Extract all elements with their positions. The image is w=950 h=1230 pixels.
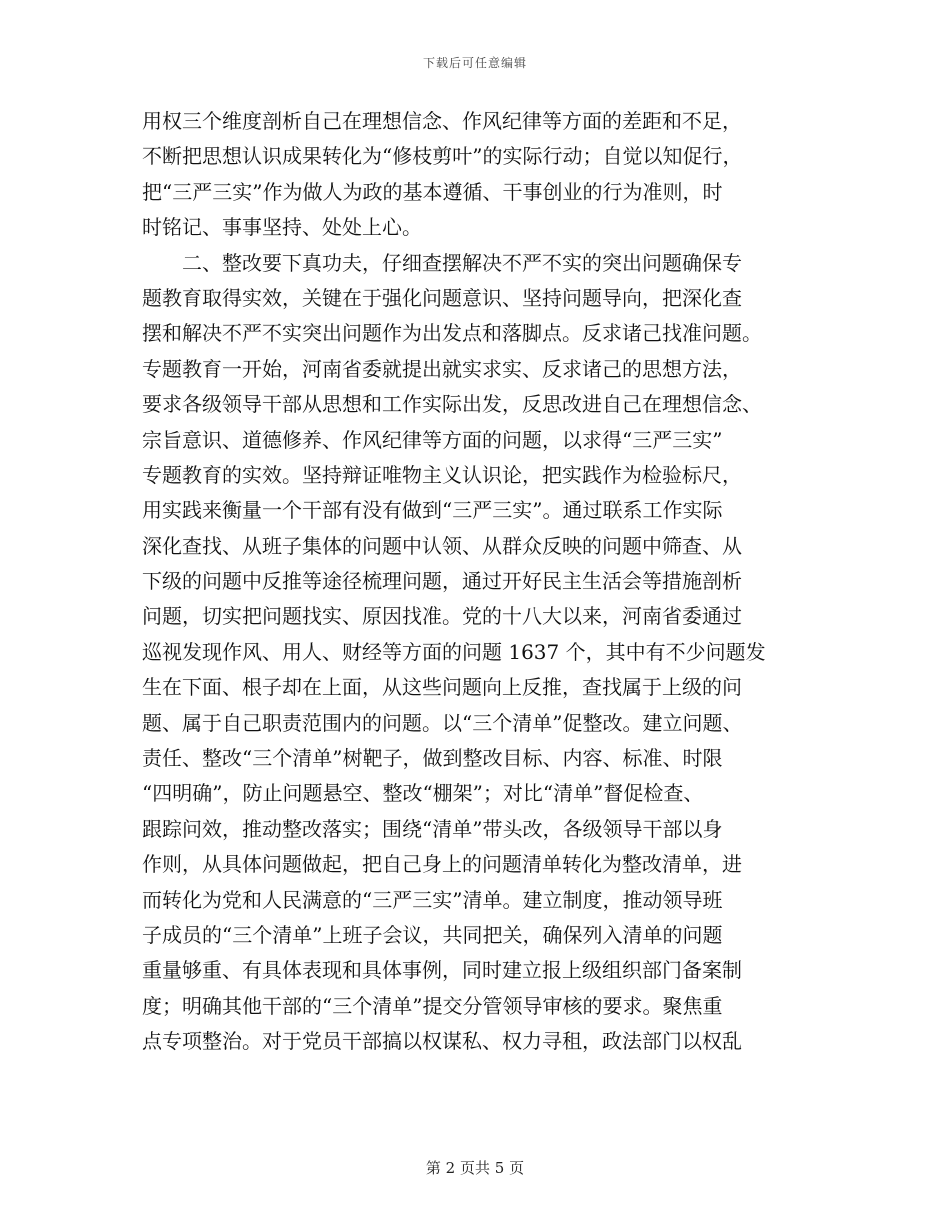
text-line: 题、属于自己职责范围内的问题。以“三个清单”促整改。建立问题、 <box>142 710 743 735</box>
text-line: 作则，从具体问题做起，把自己身上的问题清单转化为整改清单，进 <box>142 852 742 877</box>
text-line: 专题教育一开始，河南省委就提出就实求实、反求诸己的思想方法， <box>142 356 742 381</box>
text-line: 宗旨意识、道德修养、作风纪律等方面的问题，以求得“三严三实” <box>142 427 723 452</box>
text-line: 摆和解决不严不实突出问题作为出发点和落脚点。反求诸己找准问题。 <box>142 321 762 346</box>
text-line: 专题教育的实效。坚持辩证唯物主义认识论，把实践作为检验标尺， <box>142 462 742 487</box>
text-line: 跟踪问效，推动整改落实；围绕“清单”带头改，各级领导干部以身 <box>142 816 723 841</box>
text-line: 重量够重、有具体表现和具体事例，同时建立报上级组织部门备案制 <box>142 958 742 983</box>
text-line: 度；明确其他干部的“三个清单”提交分管领导审核的要求。聚焦重 <box>142 993 723 1018</box>
text-line: 不断把思想认识成果转化为“修枝剪叶”的实际行动；自觉以知促行， <box>142 144 743 169</box>
text-line: 下级的问题中反推等途径梳理问题，通过开好民主生活会等措施剖析 <box>142 569 742 594</box>
text-line: 巡视发现作风、用人、财经等方面的问题 1637 个，其中有不少问题发 <box>142 639 766 664</box>
text-line: 时铭记、事事坚持、处处上心。 <box>142 215 422 240</box>
text-line: 把“三严三实”作为做人为政的基本遵循、干事创业的行为准则，时 <box>142 179 723 204</box>
text-line: “四明确”，防止问题悬空、整改“棚架”；对比“清单”督促检查、 <box>142 781 704 806</box>
text-line: 子成员的“三个清单”上班子会议，共同把关，确保列入清单的问题 <box>142 922 723 947</box>
page-number: 第 2 页共 5 页 <box>425 1159 525 1177</box>
document-body <box>142 104 810 1060</box>
text-line: 点专项整治。对于党员干部搞以权谋私、权力寻租，政法部门以权乱 <box>142 1029 742 1054</box>
text-line: 而转化为党和人民满意的“三严三实”清单。建立制度，推动领导班 <box>142 887 723 912</box>
text-line: 深化查找、从班子集体的问题中认领、从群众反映的问题中筛查、从 <box>142 533 742 558</box>
text-line: 用权三个维度剖析自己在理想信念、作风纪律等方面的差距和不足， <box>142 109 742 133</box>
text-line: 问题，切实把问题找实、原因找准。党的十八大以来，河南省委通过 <box>142 604 742 629</box>
text-line: 用实践来衡量一个干部有没有做到“三严三实”。通过联系工作实际 <box>142 498 723 523</box>
text-line: 生在下面、根子却在上面，从这些问题向上反推，查找属于上级的问 <box>142 675 742 700</box>
text-line: 二、整改要下真功夫，仔细查摆解决不严不实的突出问题确保专 <box>142 250 742 275</box>
page-header: 下载后可任意编辑 <box>422 56 527 70</box>
text-line: 要求各级领导干部从思想和工作实际出发，反思改进自己在理想信念、 <box>142 392 762 417</box>
text-line: 责任、整改“三个清单”树靶子，做到整改目标、内容、标准、时限 <box>142 746 723 771</box>
text-line: 题教育取得实效，关键在于强化问题意识、坚持问题导向，把深化查 <box>142 285 742 310</box>
